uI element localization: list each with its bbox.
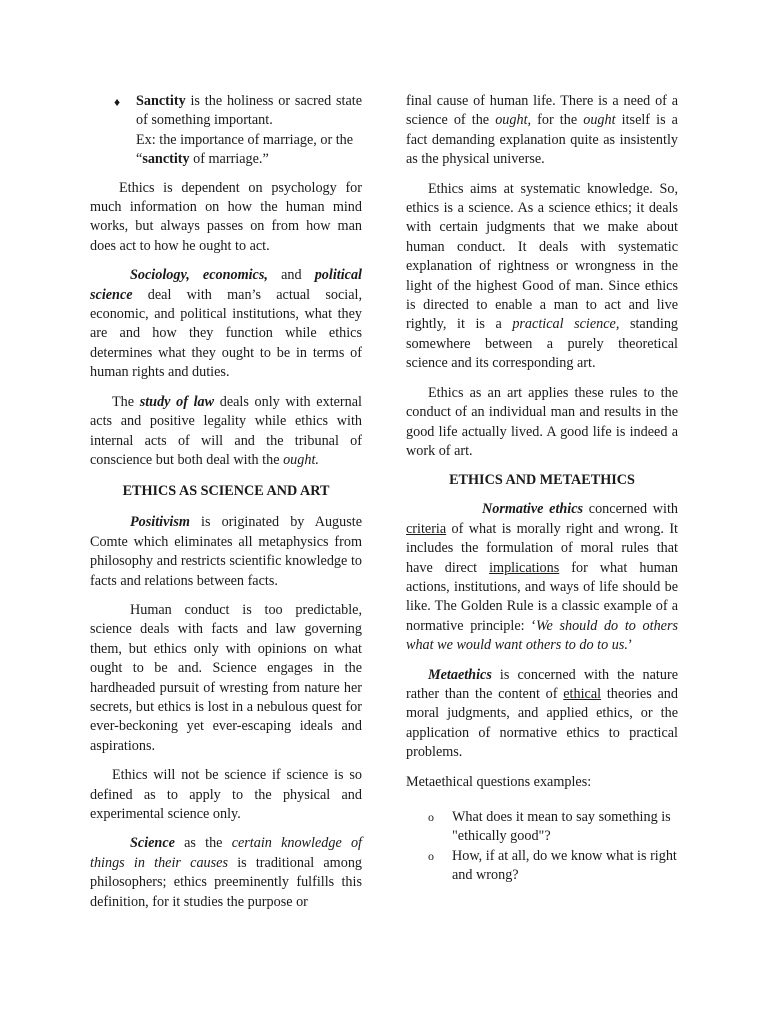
questions-list — [406, 808, 678, 886]
circle-bullet-icon: o — [428, 848, 434, 863]
list-item: o What does it mean to say something is "ethically good"? — [428, 809, 671, 845]
paragraph-normative-ethics: Normative ethics concerned with criteria of what is morally right and wrong. It includes the formulation of moral rules that have direct implications for what human actions, institutions, and ways of life should be like. The Golden Rule is a classic example of a normative principle: ‘We should do to others what we would want others to do to us.’ — [406, 501, 679, 654]
paragraph-metaethics: Metaethics is concerned with the nature rather than the content of ethical theories and moral judgments, and applied ethics, or the application of normative ethics to practical problems. — [406, 666, 678, 761]
paragraph-science-definition: Science as the certain knowledge of things in their causes is traditional among philosophers; ethics preeminently fulfills this definition, for it studies the purpose or — [90, 835, 363, 910]
paragraph-law: The study of law deals only with external acts and positive legality while ethics with internal acts of will and the tribunal of conscience but both deal with the ought. — [90, 393, 362, 468]
circle-bullet-icon: o — [428, 810, 434, 824]
questions-intro: Metaethical questions examples: — [406, 773, 592, 790]
heading-science-art: ETHICS AS SCIENCE AND ART — [122, 483, 330, 500]
paragraph-not-science: Ethics will not be science if science is so defined as to apply to the physical and experimental science only. — [90, 767, 362, 822]
heading-metaethics: ETHICS AND METAETHICS — [449, 472, 635, 489]
paragraph-positivism: Positivism is originated by Auguste Comte which eliminates all metaphysics from philosophy and restricts scientific knowledge to facts and relations between facts. — [90, 514, 362, 589]
paragraph-sociology: Sociology, economics, and political science deal with man’s actual social, economic, and political institutions, what they are and how they function while ethics determines what they ought to be in terms of human rights and duties. — [90, 267, 362, 381]
sanctity-example: Ex: the importance of marriage, or the “sanctity of marriage.” — [136, 131, 354, 168]
right-column — [406, 92, 678, 886]
sanctity-definition: Sanctity is the holiness or sacred state of something important. — [136, 93, 362, 129]
paragraph-systematic-knowledge: Ethics aims at systematic knowledge. So, ethics is a science. As a science ethics; it deals with certain judgments that we make about human conduct. It deals with systematic explanation of rightness or wrongness in the light of the highest Good of man. Since ethics is directed to enable a man to act and live rightly, it is a practical science, standing somewhere between a purely theoretical science and its corresponding art. — [406, 180, 679, 372]
list-item: o How, if at all, do we know what is right and wrong? — [428, 847, 677, 884]
diamond-bullet-icon: ♦ — [114, 95, 121, 109]
paragraph-ethics-art: Ethics as an art applies these rules to the conduct of an individual man and results in the good life actually lived. A good life is indeed a work of art. — [406, 384, 678, 459]
sanctity-bullet — [90, 92, 362, 170]
paragraph-final-cause: final cause of human life. There is a need of a science of the ought, for the ought itself is a fact demanding explanation quite as insistently as the physical universe. — [406, 93, 678, 168]
paragraph-human-conduct: Human conduct is too predictable, science deals with facts and law governing them, but ethics only with opinions on what ought to be and. Science engages in the hardheaded pursuit of wresting from nature her secrets, but ethics is lost in a nebulous quest for ever-beckoning yet ever-escaping ideals and aspirations. — [90, 601, 362, 754]
paragraph-psychology: Ethics is dependent on psychology for much information on how the human mind works, but always passes on from how man does act to how he ought to act. — [90, 179, 362, 254]
left-column — [90, 92, 362, 912]
